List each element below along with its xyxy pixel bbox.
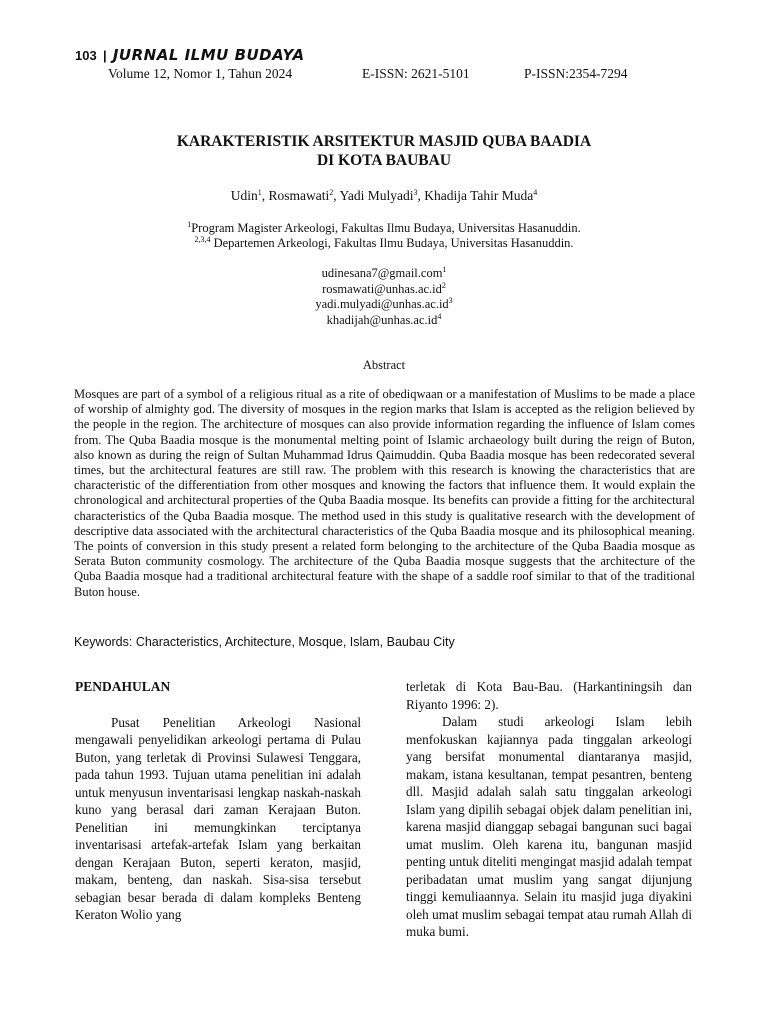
body-paragraph: Dalam studi arkeologi Islam lebih menfokuskan kajiannya pada tinggalan arkeologi yang bersifat monumental diantaranya masjid, makam, istana kesultanan, tempat pesantren, benteng dll. Masjid adalah salah satu tinggalan arkeologi Islam yang dipilih sebagai objek dalam penelitian ini, karena masjid dianggap sebagai bangunan suci bagai umat muslim. Oleh karena itu, bangunan masjid penting untuk diteliti mengingat masjid adalah tempat peribadatan umat muslim yang sangat dijunjung tinggi kemuliaannya. Selain itu masjid juga diyakini oleh umat muslim sebagai tempat atau rumah Allah di muka bumi. <box>406 714 692 939</box>
body-paragraph: Pusat Penelitian Arkeologi Nasional mengawali penyelidikan arkeologi pertama di Pulau Buton, yang terletak di Provinsi Sulawesi Tenggara, pada tahun 1993. Tujuan utama penelitian ini adalah untuk menyusun inventarisasi lengkap naskah-naskah kuno yang berasal dari zaman Kerajaan Buton. Penelitian ini memungkinkan terciptanya inventarisasi artefak-artefak Islam yang berkaitan dengan Kerajaan Buton, seperti keraton, masjid, makam, benteng, dan naskah. Sisa-sisa tersebut sebagian besar berada di dalam kompleks Benteng Keraton Wolio yang <box>75 714 361 922</box>
email-mark: 3 <box>448 296 453 305</box>
title-line-2: DI KOTA BAUBAU <box>316 152 452 169</box>
p-issn: P-ISSN:2354-7294 <box>524 66 628 81</box>
author-name: Udin <box>230 188 258 203</box>
abstract-text: Mosques are part of a symbol of a religious ritual as a rite of obediqwaan or a manifestation of Muslims to be made a place of worship of almighty god. The diversity of mosques in the region marks that Islam is accepted as the religion believed by the people in the region. The architecture of mosques can also provide information regarding the influence of Islam comes from. The Quba Baadia mosque is the monumental melting point of Islamic archaeology built during the reign of Buton, also known as during the reign of Sultan Muhammad Idrus Qaimuddin. Quba Baadia mosque has been redecorated several times, but the architectural features are still raw. The problem with this research is knowing the characteristics that are characteristic of the differentiation from other mosques and knowing the factors that influence them. It would explain the chronological and architectural properties of the Quba Baadia mosque. Its benefits can provide a fitting for the architectural characteristics of the Quba Baadia mosque. The method used in this study is qualitative research with the development of descriptive data associated with the architectural characteristics of the Quba Baadia mosque and its philosophical meaning. The points of conversion in this study present a related form belonging to the architecture of the Quba Baadia mosque as Serata Buton community cosmology. The architecture of the Quba Baadia mosque suggests that the architecture of the Quba Baadia mosque had a traditional architectural feature with the shape of a saddle roof similar to that of the traditional Buton house. <box>74 387 695 599</box>
author-separator: , <box>417 188 425 203</box>
affiliation-1 <box>74 221 694 236</box>
section-title: PENDAHULAN <box>75 679 171 694</box>
header-separator: | <box>102 48 107 63</box>
affiliation-text: Departemen Arkeologi, Fakultas Ilmu Budaya, Universitas Hasanuddin. <box>210 236 574 250</box>
author-affil-mark: 2 <box>329 188 334 197</box>
email-item <box>74 282 694 298</box>
email-address[interactable]: yadi.mulyadi@unhas.ac.id <box>315 297 449 311</box>
email-mark: 4 <box>437 311 442 321</box>
article-title <box>74 132 694 170</box>
author-separator: , <box>333 188 340 203</box>
email-mark: 2 <box>441 280 446 290</box>
affiliation-2 <box>74 236 694 251</box>
volume-info: Volume 12, Nomor 1, Tahun 2024 <box>108 66 293 81</box>
running-header <box>75 46 305 66</box>
author-name: Khadija Tahir Muda <box>424 188 534 203</box>
email-list <box>74 266 694 328</box>
email-mark: 1 <box>442 265 447 274</box>
affiliation-mark: 1 <box>187 220 192 229</box>
email-item <box>74 313 694 329</box>
author-affil-mark: 1 <box>257 188 262 197</box>
affiliation-text: Program Magister Arkeologi, Fakultas Ilmu Budaya, Universitas Hasanuddin. <box>191 221 581 235</box>
e-issn: E-ISSN: 2621-5101 <box>362 66 470 81</box>
title-line-1: KARAKTERISTIK ARSITEKTUR MASJID QUBA BAADIA <box>176 133 592 150</box>
keywords: Keywords: Characteristics, Architecture, Mosque, Islam, Baubau City <box>74 635 455 649</box>
email-address[interactable]: khadijah@unhas.ac.id <box>326 312 438 327</box>
email-item <box>74 297 694 313</box>
affiliation-mark: 2,3,4 <box>194 235 211 244</box>
abstract-heading: Abstract <box>362 358 406 372</box>
author-name: Rosmawati <box>268 188 330 203</box>
author-affil-mark: 3 <box>413 188 418 197</box>
email-item <box>74 266 694 282</box>
journal-name: JURNAL ILMU BUDAYA <box>112 46 305 64</box>
body-paragraph: terletak di Kota Bau-Bau. (Harkantiningsih dan Riyanto 1996: 2). <box>406 679 692 712</box>
email-address[interactable]: rosmawati@unhas.ac.id <box>322 281 442 296</box>
author-name: Yadi Mulyadi <box>339 188 414 203</box>
author-affil-mark: 4 <box>533 188 538 197</box>
author-list <box>74 188 694 204</box>
right-column <box>406 678 692 941</box>
author-separator: , <box>261 188 269 203</box>
email-address[interactable]: udinesana7@gmail.com <box>321 266 443 280</box>
left-column <box>75 678 361 924</box>
page-number: 103 <box>75 48 97 63</box>
